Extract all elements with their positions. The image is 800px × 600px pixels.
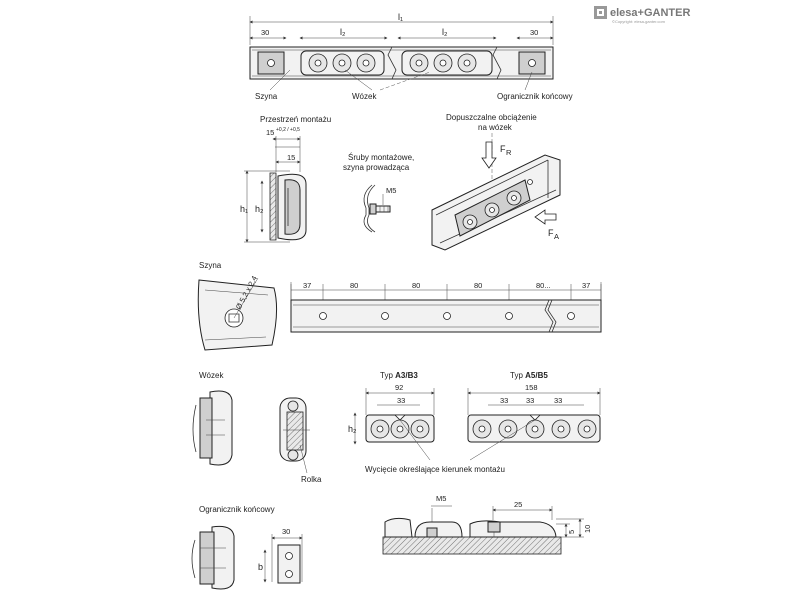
- end-stop-dim-10: 10: [583, 524, 592, 533]
- type-a5-label: Typ A5/B5: [510, 371, 548, 380]
- roller-hatch: [287, 412, 303, 450]
- dim-33-a3: 33: [397, 396, 406, 405]
- end-stop-section-label: Ogranicznik końcowy: [199, 505, 275, 514]
- rail-hole: [568, 313, 575, 320]
- mounting-wall: [270, 173, 276, 240]
- logo-icon: [594, 6, 607, 19]
- end-stop-section: [192, 494, 592, 589]
- end-stop-part-left: [385, 518, 412, 537]
- label-carriage-top: Wózek: [352, 92, 377, 101]
- mounting-dim-h1: h₁: [240, 204, 249, 214]
- brand-logo: [594, 6, 690, 24]
- mounting-dim-tol-sup: +0,2 / +0,5: [276, 127, 300, 133]
- end-stop-base-plate: [383, 537, 561, 554]
- rail-dim-label: 37: [582, 281, 591, 290]
- notch-label: Wycięcie określające kierunek montażu: [365, 465, 505, 474]
- mounting-space-view: [240, 115, 331, 242]
- end-stop-part-right: [470, 521, 556, 537]
- label-rail-top: Szyna: [255, 92, 278, 101]
- rail-dimension-ticks: [291, 284, 601, 300]
- screws-title-1: Śruby montażowe,: [348, 153, 415, 162]
- rail-dim-label: 80...: [536, 281, 551, 290]
- rail-hole: [444, 313, 451, 320]
- dim-right-30: 30: [530, 28, 539, 37]
- screw-head: [370, 204, 376, 214]
- screws-title-2: szyna prowadząca: [343, 163, 410, 172]
- force-radial-arrow: [482, 142, 496, 168]
- load-force-axial: F: [548, 228, 554, 238]
- rail-hole: [506, 313, 513, 320]
- rail-dim-label: 37: [303, 281, 312, 290]
- mounting-title: Przestrzeń montażu: [260, 115, 332, 124]
- mounting-dim-tol: 15: [266, 128, 275, 137]
- screws-thread: M5: [386, 186, 397, 195]
- carriage-section-label: Wózek: [199, 371, 224, 380]
- dim-33-a5-1: 33: [500, 396, 509, 405]
- top-view: [250, 12, 573, 101]
- rail-section: [198, 261, 601, 350]
- end-stop-dim-b: b: [258, 562, 264, 572]
- end-stop-part-mid: [415, 522, 462, 537]
- rail-hole-dim: Ø 5,2 x 2,4: [233, 274, 259, 311]
- rail-dim-label: 80: [350, 281, 359, 290]
- rail-dimension-labels: [303, 281, 590, 290]
- load-force-radial-sub: R: [506, 148, 512, 157]
- label-end-stop-top: Ogranicznik końcowy: [497, 92, 573, 101]
- end-stop-dim-5: 5: [567, 529, 576, 534]
- end-stop-dim-m5: M5: [436, 494, 447, 503]
- carriage-dim-h2: h₂: [348, 424, 357, 434]
- rail-dim-label: 80: [412, 281, 421, 290]
- end-stop-dim-30: 30: [282, 527, 291, 536]
- logo-text: elesa+GANTER: [610, 7, 691, 19]
- dim-33-a5-3: 33: [554, 396, 563, 405]
- carriage-side-view: [210, 391, 232, 465]
- rail-section-label: Szyna: [199, 261, 222, 270]
- end-stop-side-view: [212, 526, 234, 589]
- rail-hole: [382, 313, 389, 320]
- screws-view: [343, 153, 414, 232]
- load-title-1: Dopuszczalne obciążenie: [446, 113, 537, 122]
- rail-dim-label: 80: [474, 281, 483, 290]
- dim-158: 158: [525, 383, 538, 392]
- dim-l2-left: l₂: [340, 27, 346, 37]
- type-a3-label: Typ A3/B3: [380, 371, 418, 380]
- rail-hole: [320, 313, 327, 320]
- load-force-radial: F: [500, 144, 506, 154]
- end-stop-dim-25: 25: [514, 500, 523, 509]
- carriage-section: [193, 371, 600, 484]
- dim-92: 92: [395, 383, 404, 392]
- load-title-2: na wózek: [478, 123, 512, 132]
- roller-label: Rolka: [301, 475, 322, 484]
- mounting-dim-h2: h₂: [255, 204, 264, 214]
- dim-left-30: 30: [261, 28, 270, 37]
- mounting-dim-15: 15: [287, 153, 296, 162]
- load-force-axial-sub: A: [554, 232, 560, 241]
- load-view: [432, 113, 560, 250]
- dim-l2-right: l₂: [442, 27, 448, 37]
- dim-l1: l₁: [398, 12, 404, 22]
- copyright-text: ©Copyright: elesa-ganter.com: [612, 19, 665, 24]
- dim-33-a5-2: 33: [526, 396, 535, 405]
- force-axial-arrow: [535, 210, 556, 224]
